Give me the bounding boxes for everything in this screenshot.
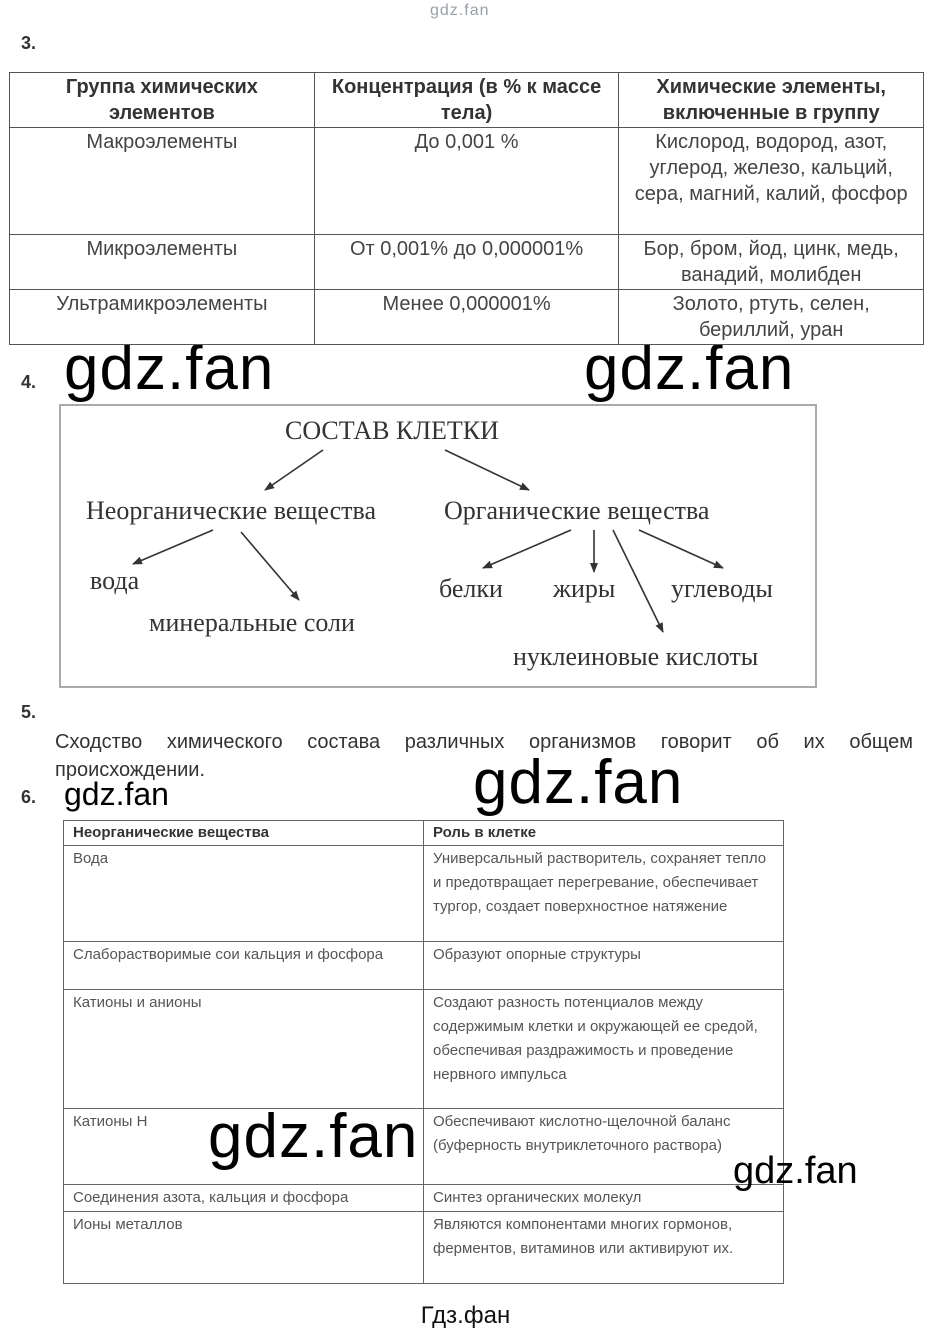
task-number: 6.: [21, 787, 37, 807]
watermark: gdz.fan: [64, 776, 169, 812]
arrow: [445, 450, 529, 490]
salts-label: минеральные соли: [149, 608, 355, 637]
water-label: вода: [90, 566, 140, 595]
table-row: [64, 846, 784, 942]
table-cell: До 0,001 %: [314, 128, 619, 235]
watermark: gdz.fan: [733, 1150, 858, 1192]
table-cell: От 0,001% до 0,000001%: [314, 235, 619, 290]
watermark: gdz.fan: [473, 748, 684, 817]
column-header: Концентрация (в % к массе тела): [314, 73, 619, 128]
inorganic-label: Неорганические вещества: [86, 496, 376, 525]
table-cell: Синтез органических молекул: [424, 1185, 784, 1212]
table-cell: Являются компонентами многих гормонов, ферментов, витаминов или активируют их.: [424, 1212, 784, 1284]
table-cell: Слаборастворимые сои кальция и фосфора: [64, 942, 424, 990]
table-cell: Создают разность потенциалов между содержимым клетки и окружающей ее средой, обеспечивая раздражимость и проведение нервного импульса: [424, 990, 784, 1109]
table-cell: Менее 0,000001%: [314, 290, 619, 345]
table-cell: Катионы и анионы: [64, 990, 424, 1109]
table-cell: Соединения азота, кальция и фосфора: [64, 1185, 424, 1212]
table-row: [64, 1185, 784, 1212]
cell-composition-diagram: [59, 404, 817, 688]
arrow: [613, 530, 663, 632]
table-cell: Макроэлементы: [10, 128, 315, 235]
arrow: [483, 530, 571, 568]
watermark: gdz.fan: [64, 334, 275, 403]
table-cell: Катионы Н: [64, 1109, 424, 1185]
arrow: [241, 532, 299, 600]
watermark-top: gdz.fan: [430, 2, 490, 19]
elements-table: [9, 72, 924, 345]
column-header: Группа химических элементов: [10, 73, 315, 128]
task-number: 4.: [21, 372, 37, 392]
diagram-root-label: СОСТАВ КЛЕТКИ: [285, 416, 499, 445]
table-row: [64, 942, 784, 990]
table-header-row: [64, 821, 784, 846]
column-header: Роль в клетке: [424, 821, 784, 846]
table-cell: Золото, ртуть, селен, бериллий, уран: [619, 290, 924, 345]
table-cell: Ультрамикроэлементы: [10, 290, 315, 345]
proteins-label: белки: [439, 574, 503, 603]
column-header: Неорганические вещества: [64, 821, 424, 846]
table-cell: Обеспечивают кислотно-щелочной баланс (буферность внутриклеточного раствора): [424, 1109, 784, 1185]
table-row: [10, 235, 924, 290]
watermark: gdz.fan: [584, 334, 795, 403]
table-header-row: [10, 73, 924, 128]
nucleic-acids-label: нуклеиновые кислоты: [513, 642, 759, 671]
organic-label: Органические вещества: [444, 496, 710, 525]
task-number: 3.: [21, 33, 37, 53]
column-header: Химические элементы, включенные в группу: [619, 73, 924, 128]
carbs-label: углеводы: [671, 574, 773, 603]
footer-text: Гдз.фан: [420, 1302, 511, 1329]
inorganic-roles-table: [63, 820, 784, 1284]
answer-text: Сходство химического состава различных организмов говорит об их общем происхождении.: [55, 731, 913, 781]
table-cell: Микроэлементы: [10, 235, 315, 290]
table-row: [64, 1109, 784, 1185]
table-cell: Образуют опорные структуры: [424, 942, 784, 990]
table-cell: Ионы металлов: [64, 1212, 424, 1284]
table-row: [64, 990, 784, 1109]
table-row: [10, 290, 924, 345]
table-cell: Бор, бром, йод, цинк, медь, ванадий, молибден: [619, 235, 924, 290]
task-number: 5.: [21, 702, 37, 722]
arrow: [639, 530, 723, 568]
table-cell: Кислород, водород, азот, углерод, железо, кальций, сера, магний, калий, фосфор: [619, 128, 924, 235]
arrow: [265, 450, 323, 490]
arrow: [133, 530, 213, 564]
watermark: gdz.fan: [208, 1102, 419, 1171]
table-row: [10, 128, 924, 235]
fats-label: жиры: [553, 574, 616, 603]
table-cell: Вода: [64, 846, 424, 942]
table-cell: Универсальный растворитель, сохраняет тепло и предотвращает перегревание, обеспечивает тургор, создает поверхностное натяжение: [424, 846, 784, 942]
table-row: [64, 1212, 784, 1284]
